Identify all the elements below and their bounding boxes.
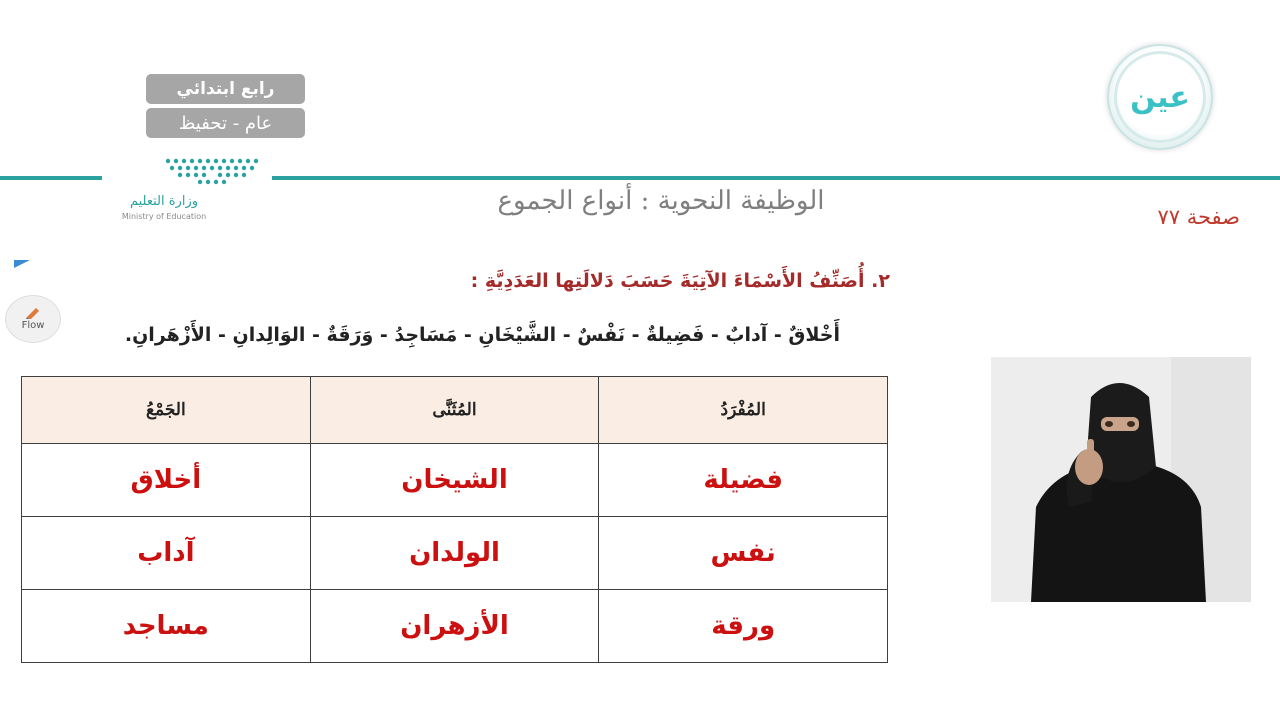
flow-label: Flow	[21, 320, 45, 331]
header-singular: المُفْرَدُ	[599, 377, 888, 444]
header-plural: الجَمْعُ	[22, 377, 311, 444]
lesson-title: الوظيفة النحوية : أنواع الجموع	[497, 186, 825, 216]
exercise-word-list: أَخْلاقٌ - آدابٌ - فَضِيلةٌ - نَفْسٌ - الشَّيْخَانِ - مَسَاجِدُ - وَرَقَةٌ - الوَالِدانِ - الأَزْهَرانِ.	[124, 324, 840, 346]
channel-logo	[1107, 44, 1213, 150]
ministry-name-en: Ministry of Education	[121, 212, 207, 221]
sign-language-interpreter-video	[991, 357, 1251, 602]
table-cell: الأزهران	[310, 590, 599, 663]
table-cell: آداب	[22, 517, 311, 590]
table-cell: الشيخان	[310, 444, 599, 517]
interpreter-figure	[991, 357, 1251, 602]
ministry-name-ar: وزارة التعليم	[129, 194, 199, 209]
table-cell: نفس	[599, 517, 888, 590]
track-label: عام - تحفيظ	[146, 108, 305, 138]
table-cell: أخلاق	[22, 444, 311, 517]
channel-logo-text: عين	[1114, 51, 1206, 143]
grade-label: رابع ابتدائي	[146, 74, 305, 104]
pencil-icon	[25, 307, 41, 319]
table-cell: الولدان	[310, 517, 599, 590]
table-row	[22, 590, 888, 663]
ministry-emblem-icon	[158, 155, 278, 187]
side-panel-tab[interactable]	[14, 260, 30, 268]
header-divider-right	[272, 176, 1280, 180]
classification-table	[21, 376, 888, 663]
table-cell: ورقة	[599, 590, 888, 663]
header-divider-left	[0, 176, 102, 180]
table-cell: فضيلة	[599, 444, 888, 517]
table-cell: مساجد	[22, 590, 311, 663]
table-header-row	[22, 377, 888, 444]
table-row	[22, 444, 888, 517]
table-row	[22, 517, 888, 590]
ministry-logo	[108, 150, 278, 228]
header-dual: المُثَنَّى	[310, 377, 599, 444]
page-number: صفحة ٧٧	[1157, 205, 1240, 229]
exercise-question: ٢. أُصَنِّفُ الأَسْمَاءَ الآتِيَةَ حَسَبَ دَلالَتِها العَدَدِيَّةِ :	[470, 270, 890, 292]
